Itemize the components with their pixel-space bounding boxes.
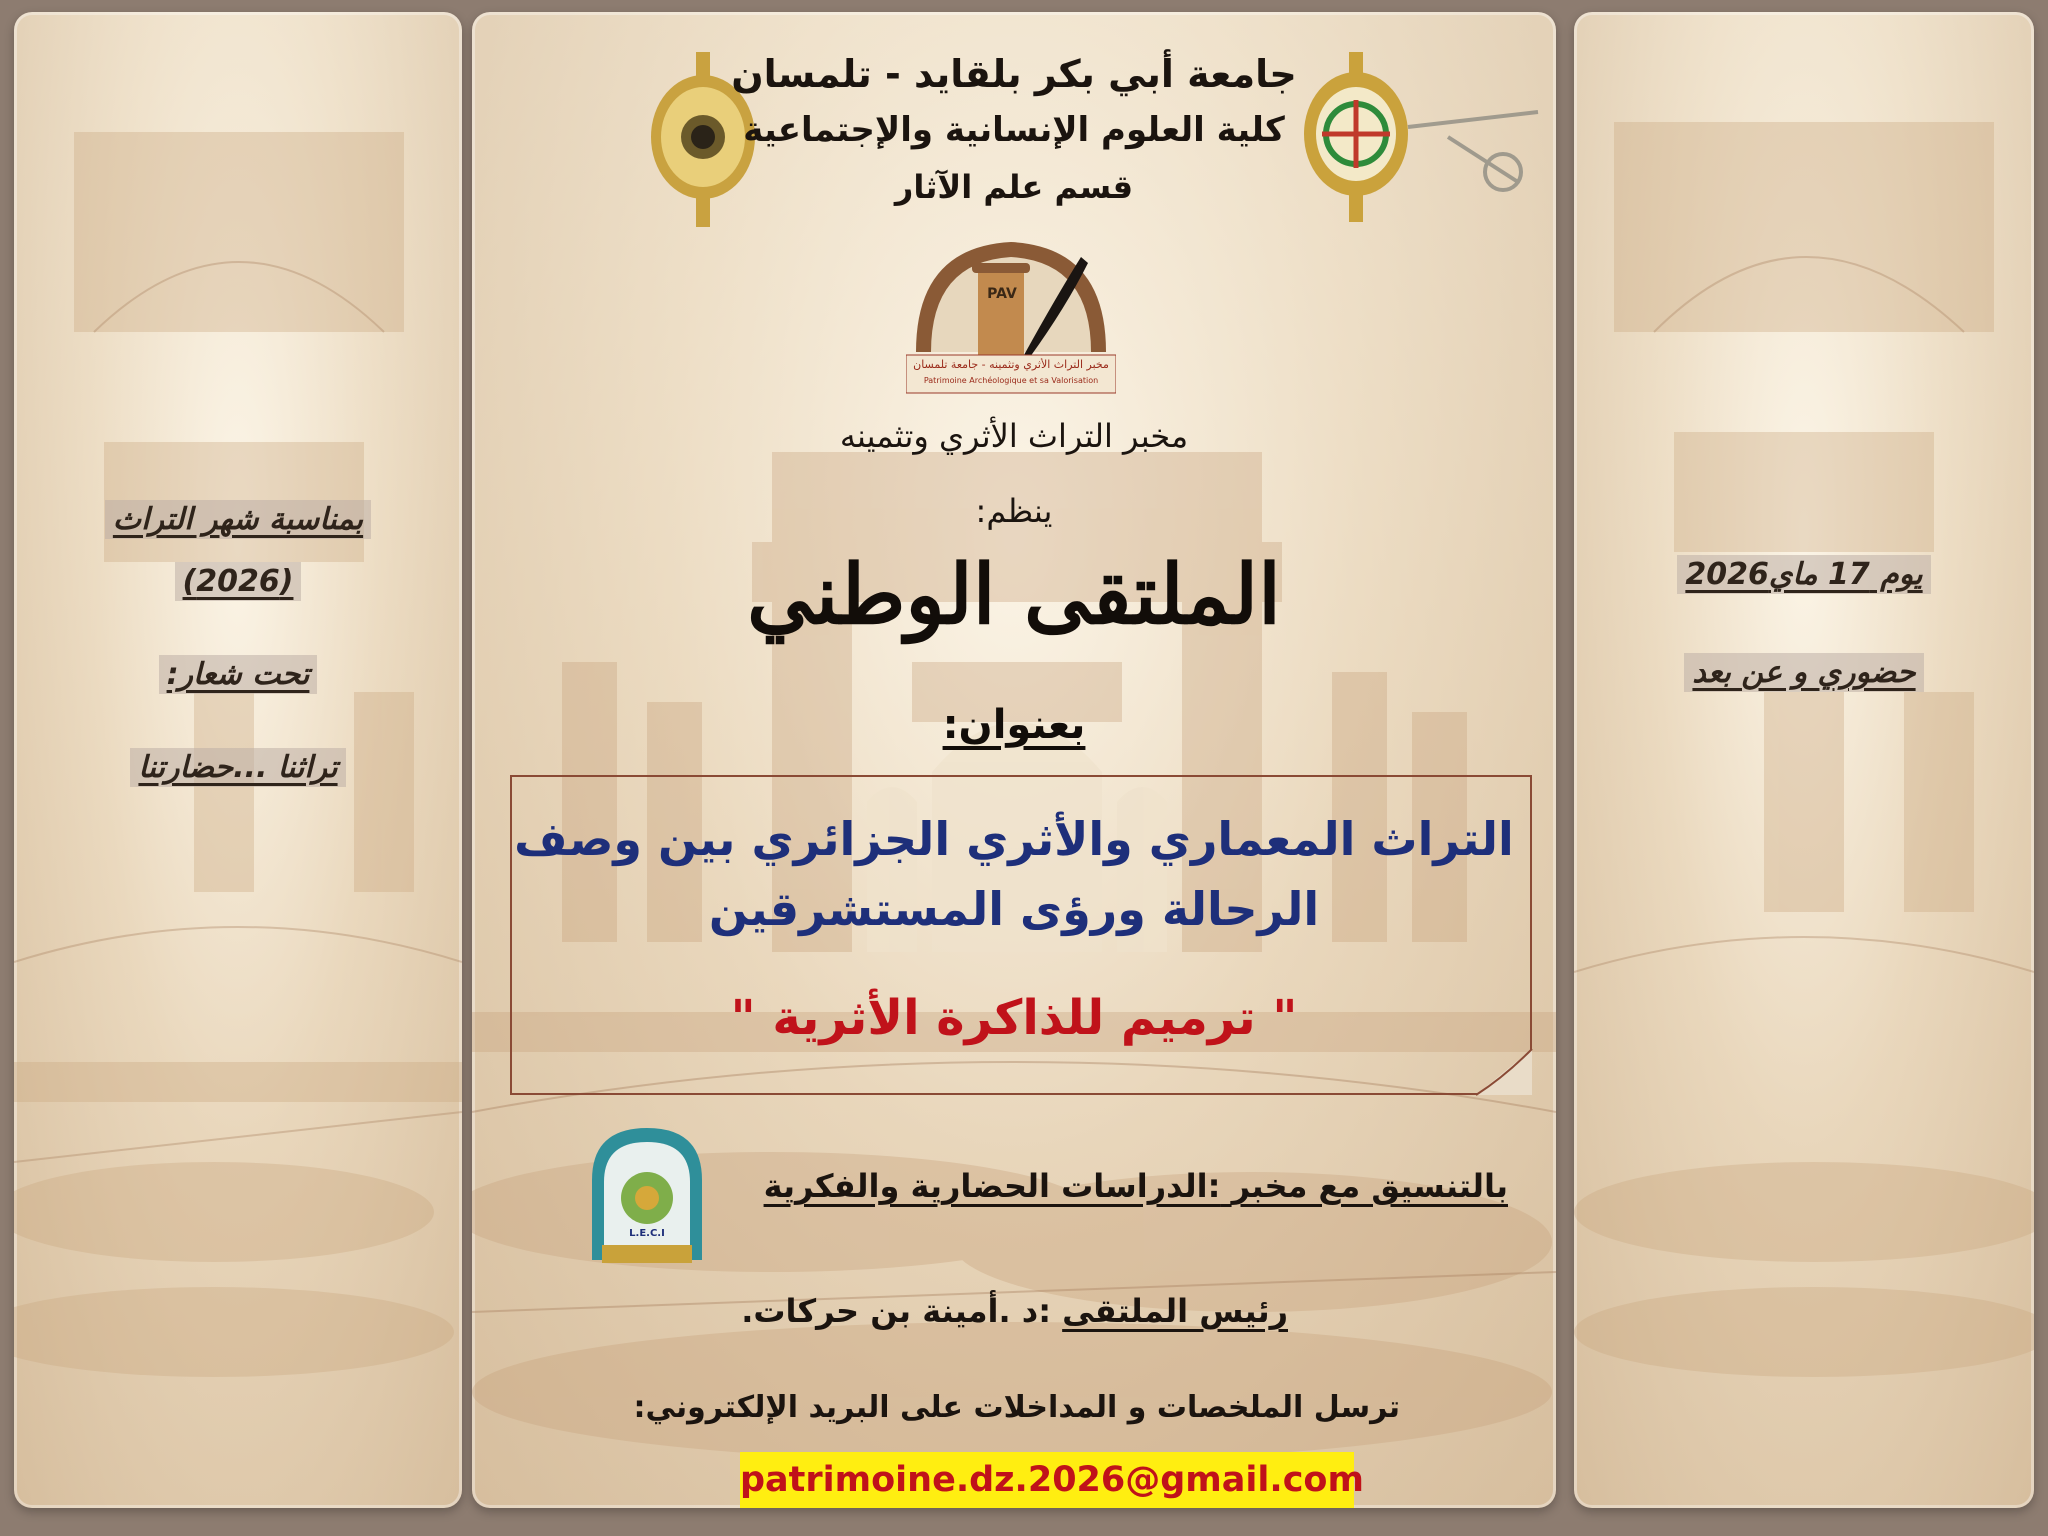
event-date: يوم 17 ماي2026 [1677,555,1930,594]
contact-email[interactable]: patrimoine.dz.2026@gmail.com [740,1452,1354,1508]
chair-name: :د .أمينة بن حركات. [741,1292,1052,1330]
ruins-background-art-right [1574,12,2034,1508]
coordination-label: بالتنسيق مع مخبر [1231,1167,1508,1205]
page-curl-icon [1474,1037,1534,1097]
quill-scroll-icon [906,227,1116,397]
lab-logo [906,227,1116,397]
lab-logo-caption-fr: Patrimoine Archéologique et sa Valorisation [923,376,1099,385]
lab-logo-caption-ar: مخبر التراث الأثري وتثمينه - جامعة تلمسان [913,358,1109,371]
date-wrap [1574,557,2034,592]
partner-lab-letters: L.E.C.I [629,1228,665,1239]
partner-lab-emblem-icon [582,1120,712,1270]
event-title: الملتقى الوطني [747,547,1281,643]
slogan-label: تحت شعار: [159,655,318,694]
titled-label: بعنوان: [942,702,1086,748]
chair-label: رئيس الملتقى [1062,1292,1288,1330]
coordination-line [764,1167,1508,1205]
slogan-label-wrap [14,657,462,692]
right-panel [1574,12,2034,1508]
topic-line-1: التراث المعماري والأثري الجزائري بين وصف [514,812,1514,866]
slogan: تراثنا ...حضارتنا [130,748,345,787]
chair-line [741,1292,1288,1330]
coordination-lab: :الدراسات الحضارية والفكرية [763,1167,1221,1205]
partner-lab-logo [582,1120,712,1270]
department-name: قسم علم الآثار [894,168,1134,206]
university-name: جامعة أبي بكر بلقايد - تلمسان [731,52,1297,96]
pav-letters: PAV [987,286,1017,302]
occasion-text [14,502,462,537]
left-panel [14,12,462,1508]
occasion-line-1: بمناسبة شهر التراث [105,500,371,539]
submission-note: ترسل الملخصات و المداخلات على البريد الإلكتروني: [633,1390,1400,1425]
mode-wrap [1574,655,2034,690]
topic-line-2: الرحالة ورؤى المستشرقين [708,882,1320,936]
lab-name: مخبر التراث الأثري وتثمينه [839,417,1189,455]
subtitle: " ترميم للذاكرة الأثرية " [730,990,1298,1046]
center-panel [472,12,1556,1508]
slogan-wrap [14,750,462,785]
faculty-name: كلية العلوم الإنسانية والإجتماعية [743,110,1285,150]
occasion-line-2: (2026) [175,562,302,601]
organizes-label: ينظم: [975,492,1053,530]
attendance-mode: حضوري و عن بعد [1684,653,1923,692]
occasion-year [14,564,462,599]
